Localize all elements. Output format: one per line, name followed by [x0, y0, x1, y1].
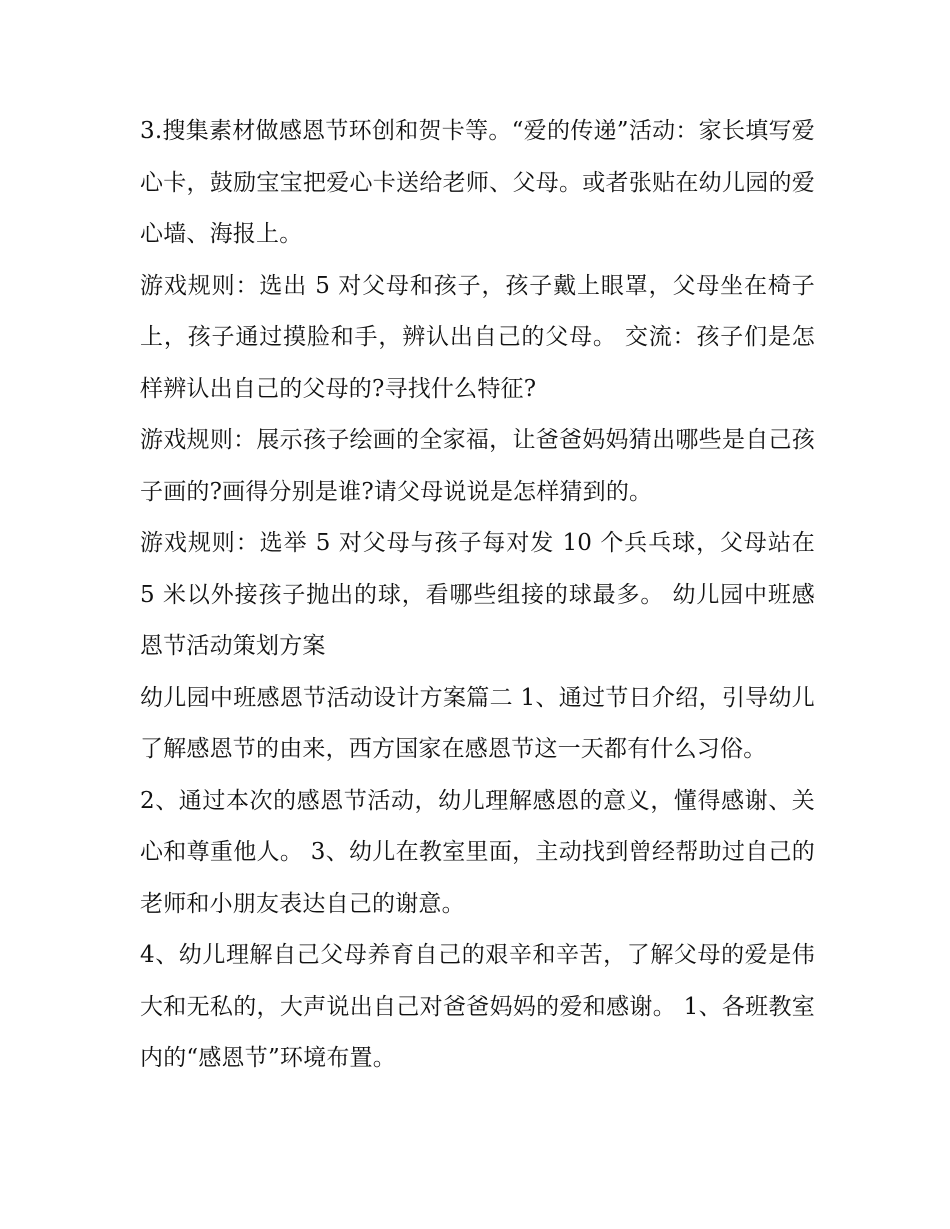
paragraph-2: 游戏规则：选出 5 对父母和孩子，孩子戴上眼罩，父母坐在椅子上，孩子通过摸脸和手，辨认出自己的父母。 交流：孩子们是怎样辨认出自己的父母的?寻找什么特征?	[140, 272, 815, 402]
paragraph-5: 幼儿园中班感恩节活动设计方案篇二 1、通过节日介绍，引导幼儿了解感恩节的由来，西方国家在感恩节这一天都有什么习俗。	[140, 684, 815, 762]
paragraph-6: 2、通过本次的感恩节活动，幼儿理解感恩的意义，懂得感谢、关心和尊重他人。 3、幼儿在教室里面，主动找到曾经帮助过自己的老师和小朋友表达自己的谢意。	[140, 787, 815, 917]
paragraph-3: 游戏规则：展示孩子绘画的全家福，让爸爸妈妈猜出哪些是自己孩子画的?画得分别是谁?请父母说说是怎样猜到的。	[140, 427, 815, 505]
paragraph-7: 4、幼儿理解自己父母养育自己的艰辛和辛苦，了解父母的爱是伟大和无私的，大声说出自己对爸爸妈妈的爱和感谢。 1、各班教室内的“感恩节”环境布置。	[140, 942, 815, 1071]
paragraph-1: 3.搜集素材做感恩节环创和贺卡等。“爱的传递”活动：家长填写爱心卡，鼓励宝宝把爱心卡送给老师、父母。或者张贴在幼儿园的爱心墙、海报上。	[140, 118, 815, 247]
paragraph-4: 游戏规则：选举 5 对父母与孩子每对发 10 个兵乓球，父母站在 5 米以外接孩子抛出的球，看哪些组接的球最多。 幼儿园中班感恩节活动策划方案	[140, 530, 815, 659]
document-body	[140, 106, 815, 1085]
